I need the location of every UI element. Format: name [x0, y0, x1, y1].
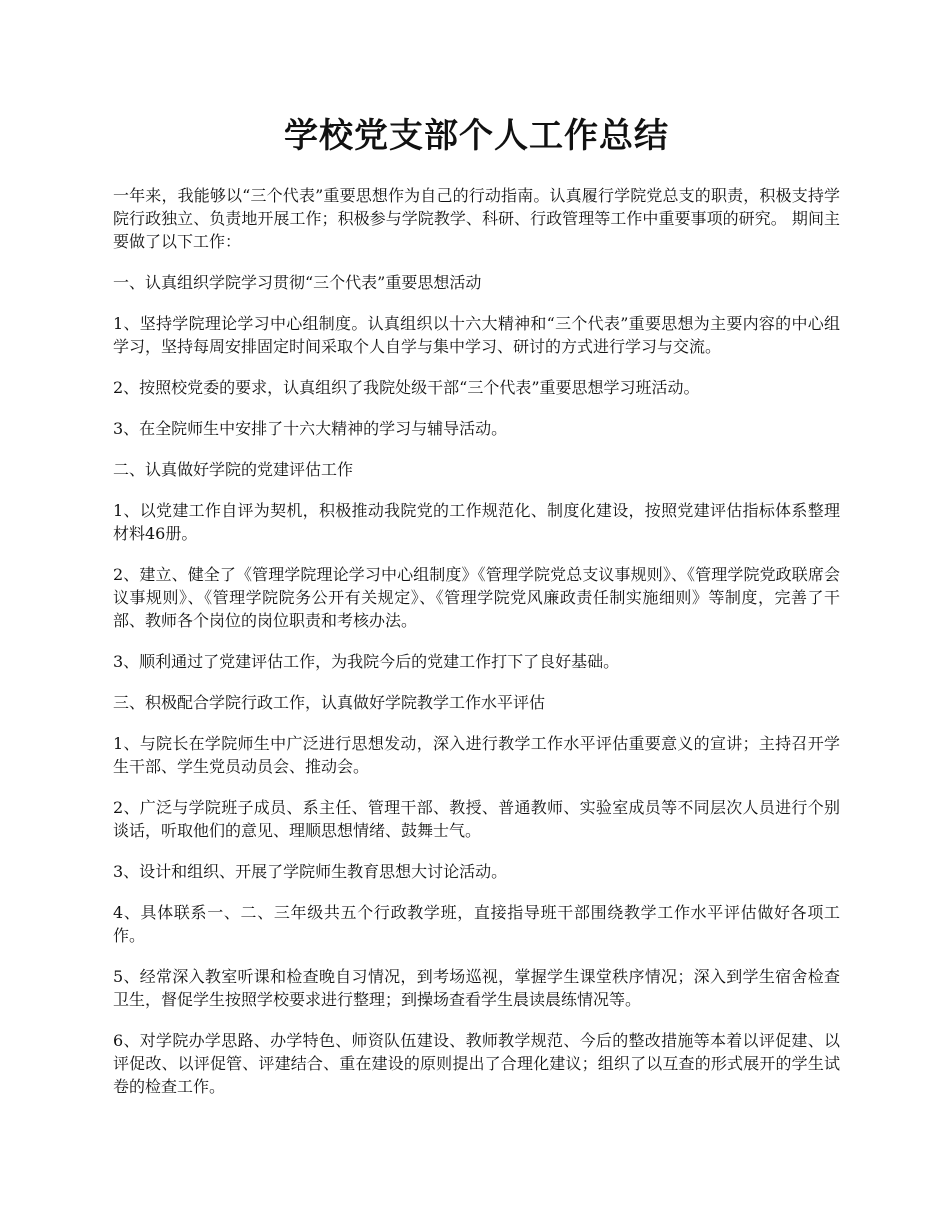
paragraph-2-3: 3、顺利通过了党建评估工作，为我院今后的党建工作打下了良好基础。: [113, 652, 620, 671]
paragraph-2-2: 2、建立、健全了《管理学院理论学习中心组制度》《管理学院党总支议事规则》、《管理学院党政联席会议事规则》、《管理学院院务公开有关规定》、《管理学院党风廉政责任制实施细则》等制度，完善了干部、教师各个岗位的岗位职责和考核办法。: [113, 565, 840, 630]
paragraph-3-4: 4、具体联系一、二、三年级共五个行政教学班，直接指导班干部围绕教学工作水平评估做好各项工作。: [113, 903, 840, 945]
section-heading-3: 三、积极配合学院行政工作，认真做好学院教学工作水平评估: [113, 693, 546, 712]
paragraph-1-1: 1、坚持学院理论学习中心组制度。认真组织以十六大精神和“三个代表”重要思想为主要内容的中心组学习，坚持每周安排固定时间采取个人自学与集中学习、研讨的方式进行学习与交流。: [113, 314, 840, 356]
paragraph-3-1: 1、与院长在学院师生中广泛进行思想发动，深入进行教学工作水平评估重要意义的宣讲；主持召开学生干部、学生党员动员会、推动会。: [113, 734, 840, 776]
document-page: [113, 110, 840, 1116]
section-heading-1: 一、认真组织学院学习贯彻“三个代表”重要思想活动: [113, 273, 482, 292]
paragraph-3-3: 3、设计和组织、开展了学院师生教育思想大讨论活动。: [113, 862, 508, 881]
paragraph-1-3: 3、在全院师生中安排了十六大精神的学习与辅导活动。: [113, 419, 508, 438]
section-heading-2: 二、认真做好学院的党建评估工作: [113, 460, 354, 479]
paragraph-1-2: 2、按照校党委的要求，认真组织了我院处级干部“三个代表”重要思想学习班活动。: [113, 378, 700, 397]
paragraph-3-2: 2、广泛与学院班子成员、系主任、管理干部、教授、普通教师、实验室成员等不同层次人员进行个别谈话，听取他们的意见、理顺思想情绪、鼓舞士气。: [113, 798, 840, 840]
paragraph-3-6: 6、对学院办学思路、办学特色、师资队伍建设、教师教学规范、今后的整改措施等本着以评促建、以评促改、以评促管、评建结合、重在建设的原则提出了合理化建议；组织了以互查的形式展开的学生试卷的检查工作。: [113, 1031, 840, 1096]
page-title: 学校党支部个人工作总结: [284, 116, 669, 156]
paragraph-3-5: 5、经常深入教室听课和检查晚自习情况，到考场巡视，掌握学生课堂秩序情况；深入到学生宿舍检查卫生，督促学生按照学校要求进行整理；到操场查看学生晨读晨练情况等。: [113, 967, 840, 1009]
paragraph-2-1: 1、以党建工作自评为契机，积极推动我院党的工作规范化、制度化建设，按照党建评估指标体系整理材料46册。: [113, 501, 840, 543]
intro-paragraph: 一年来，我能够以“三个代表”重要思想作为自己的行动指南。认真履行学院党总支的职责，积极支持学院行政独立、负责地开展工作；积极参与学院教学、科研、行政管理等工作中重要事项的研究。 期间主要做了以下工作：: [113, 186, 840, 251]
